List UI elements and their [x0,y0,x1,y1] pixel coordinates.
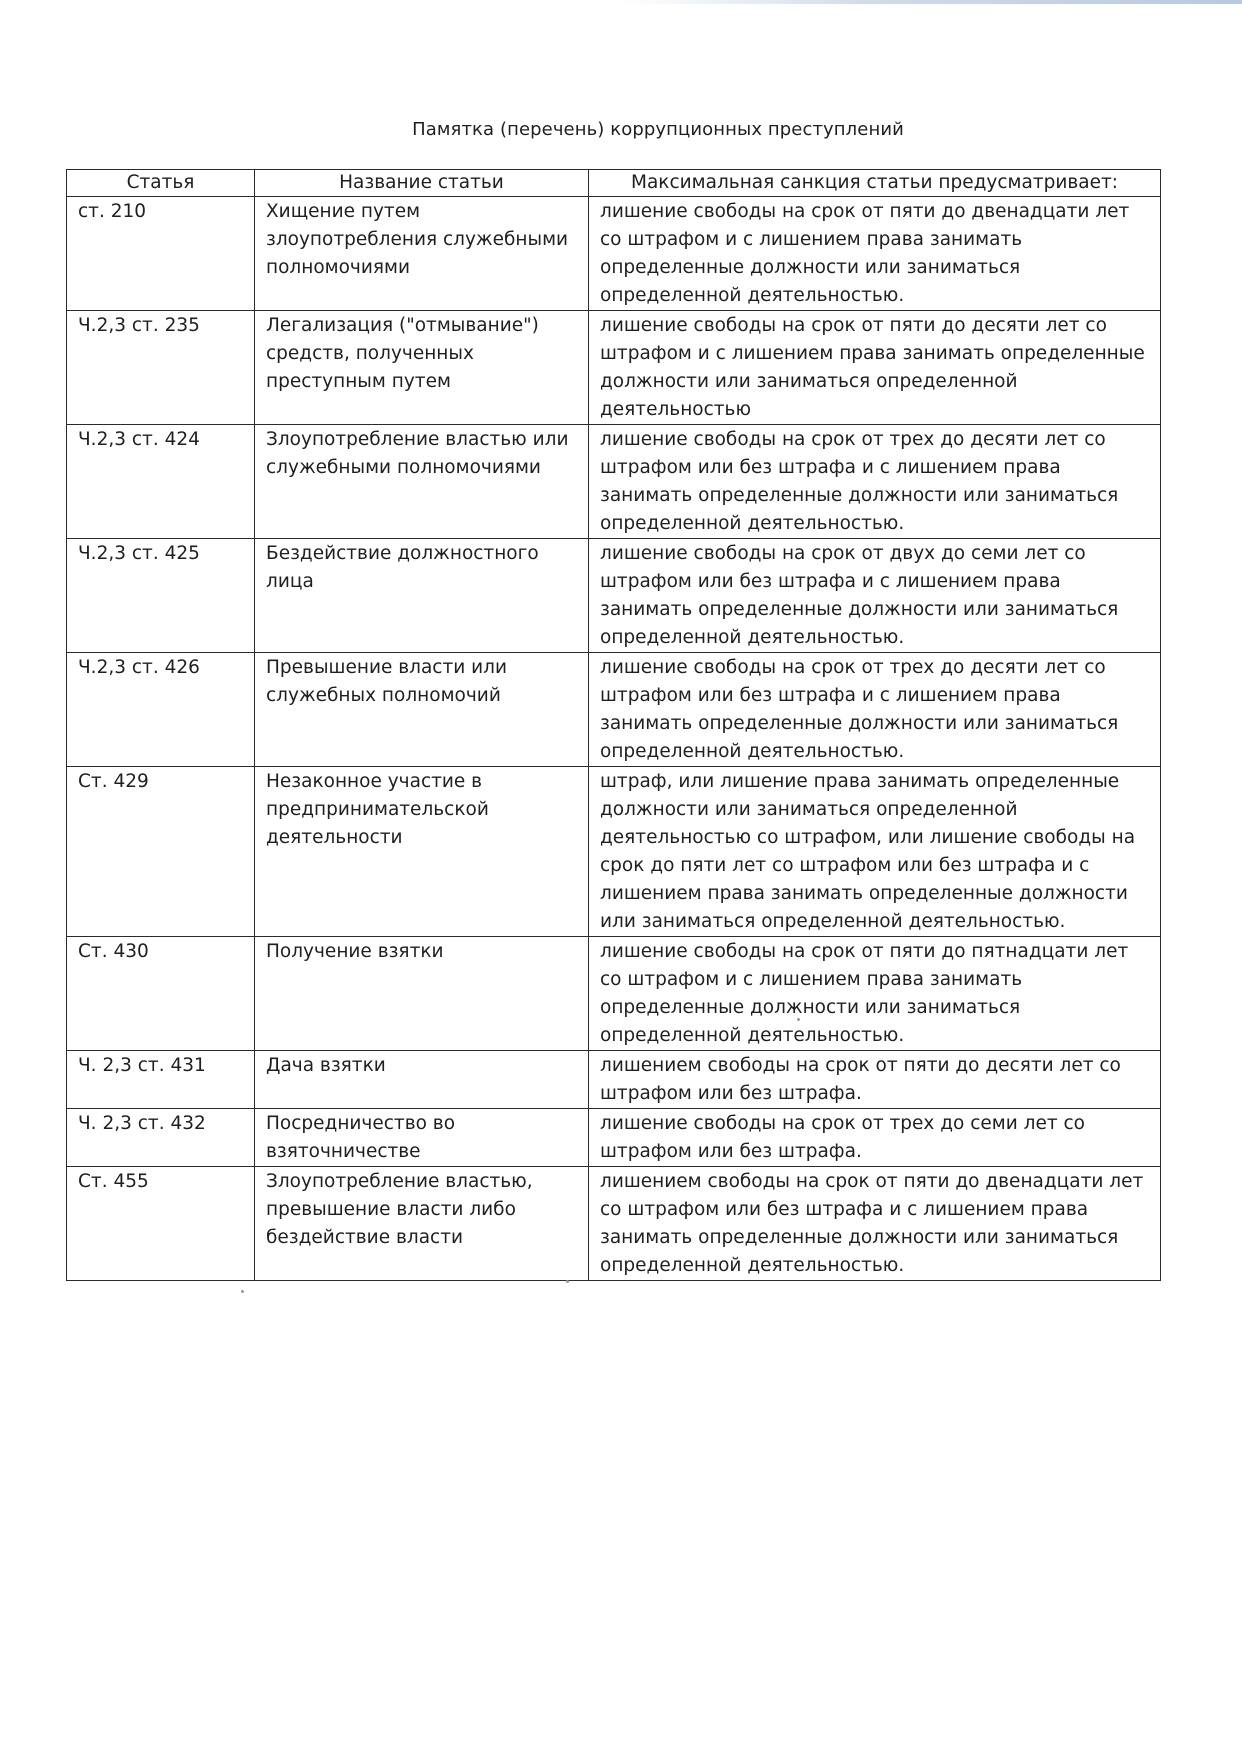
article-name-cell: Превышение власти или служебных полномочий [255,653,589,767]
table-row [67,1051,1161,1109]
article-name-cell: Легализация ("отмывание") средств, полученных преступным путем [255,311,589,425]
sanction-cell: лишение свободы на срок от пяти до двенадцати лет со штрафом и с лишением права занимать определенные должности или заниматься определенной деятельностью. [589,197,1161,311]
column-header-sanction: Максимальная санкция статьи предусматривает: [589,170,1161,197]
sanction-cell: лишение свободы на срок от пяти до десяти лет со штрафом и с лишением права занимать определенные должности или заниматься определенной деятельностью [589,311,1161,425]
article-cell: Ст. 429 [67,767,255,937]
sanction-cell: лишение свободы на срок от двух до семи лет со штрафом или без штрафа и с лишением права занимать определенные должности или заниматься определенной деятельностью. [589,539,1161,653]
table-row [67,539,1161,653]
article-name-cell: Хищение путем злоупотребления служебными полномочиями [255,197,589,311]
table-row [67,767,1161,937]
table-row [67,1109,1161,1167]
article-cell: Ст. 455 [67,1167,255,1281]
scan-speck [566,1280,569,1283]
article-name-cell: Получение взятки [255,937,589,1051]
article-cell: Ч.2,3 ст. 235 [67,311,255,425]
column-header-name: Название статьи [255,170,589,197]
sanction-cell: лишение свободы на срок от пяти до пятнадцати лет со штрафом и с лишением права занимать определенные должности или заниматься определенной деятельностью. [589,937,1161,1051]
article-cell: Ст. 430 [67,937,255,1051]
article-name-cell: Злоупотребление властью, превышение власти либо бездействие власти [255,1167,589,1281]
article-name-cell: Посредничество во взяточничестве [255,1109,589,1167]
article-name-cell: Злоупотребление властью или служебными полномочиями [255,425,589,539]
table-row [67,311,1161,425]
table-row [67,425,1161,539]
article-cell: Ч. 2,3 ст. 432 [67,1109,255,1167]
corruption-crimes-table [66,169,1161,1281]
article-name-cell: Бездействие должностного лица [255,539,589,653]
table-row [67,937,1161,1051]
article-cell: Ч. 2,3 ст. 431 [67,1051,255,1109]
table-row [67,653,1161,767]
scan-speck [241,1290,244,1293]
article-cell: Ч.2,3 ст. 424 [67,425,255,539]
document-title: Памятка (перечень) коррупционных преступлений [412,119,904,140]
scan-speck [797,1018,800,1021]
sanction-cell: лишение свободы на срок от трех до семи лет со штрафом или без штрафа. [589,1109,1161,1167]
scan-edge-artifact [620,0,1242,4]
article-cell: Ч.2,3 ст. 426 [67,653,255,767]
column-header-article: Статья [67,170,255,197]
article-name-cell: Дача взятки [255,1051,589,1109]
sanction-cell: лишение свободы на срок от трех до десяти лет со штрафом или без штрафа и с лишением права занимать определенные должности или заниматься определенной деятельностью. [589,425,1161,539]
table-row [67,1167,1161,1281]
sanction-cell: лишением свободы на срок от пяти до десяти лет со штрафом или без штрафа. [589,1051,1161,1109]
table-row [67,197,1161,311]
sanction-cell: штраф, или лишение права занимать определенные должности или заниматься определенной деятельностью со штрафом, или лишение свободы на срок до пяти лет со штрафом или без штрафа и с лишением права занимать определенные должности или заниматься определенной деятельностью. [589,767,1161,937]
sanction-cell: лишение свободы на срок от трех до десяти лет со штрафом или без штрафа и с лишением права занимать определенные должности или заниматься определенной деятельностью. [589,653,1161,767]
article-cell: ст. 210 [67,197,255,311]
table-header-row [67,170,1161,197]
article-cell: Ч.2,3 ст. 425 [67,539,255,653]
sanction-cell: лишением свободы на срок от пяти до двенадцати лет со штрафом или без штрафа и с лишением права занимать определенные должности или заниматься определенной деятельностью. [589,1167,1161,1281]
article-name-cell: Незаконное участие в предпринимательской деятельности [255,767,589,937]
